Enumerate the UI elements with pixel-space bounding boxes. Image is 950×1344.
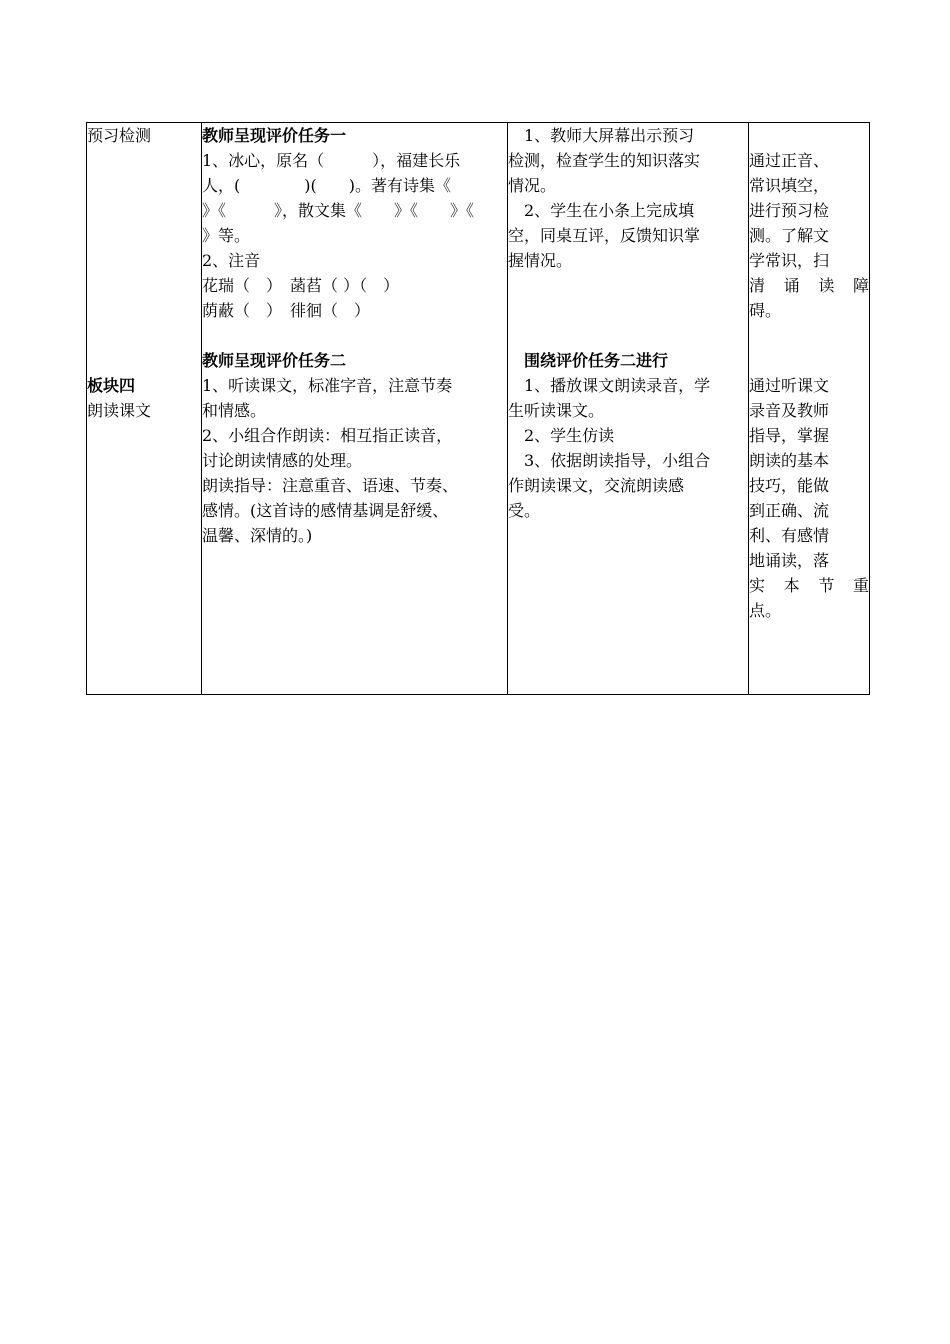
task-one-line: 花瑞（ ） 菡萏（ ）（ ） [202,276,400,295]
task-one-line: 》等。 [202,226,251,245]
intent-one-line: 测。了解文 [749,226,830,245]
activity-two-line: 作朗读课文，交流朗读感 [508,476,685,495]
table-row [87,123,870,695]
student-activity-column [508,123,749,695]
lesson-plan-table [86,122,870,695]
intent-two-line: 利、有感情 [749,526,830,545]
teacher-task-column [202,123,508,695]
task-two-line: 2、小组合作朗读：相互指正读音， [202,426,453,445]
task-one-line: 人，( )( )。著有诗集《 [202,176,451,195]
activity-one-line: 空，同桌互评，反馈知识掌 [508,226,701,245]
section-four-subtitle: 朗读课文 [87,401,152,420]
intent-one-line: 学常识，扫 [749,251,830,270]
activity-two-line: 生听读课文。 [508,401,605,420]
intent-two-line: 录音及教师 [749,401,830,420]
task-two-line: 温馨、深情的。) [202,526,313,545]
task-two-line: 感情。(这首诗的感情基调是舒缓、 [202,501,449,520]
intent-two-line: 到正确、流 [749,501,830,520]
intent-two-line: 通过听课文 [749,376,830,395]
activity-one-line: 检测，检查学生的知识落实 [508,151,701,170]
activity-one-line: 1、教师大屏幕出示预习 [508,126,695,145]
activity-two-line: 1、播放课文朗读录音，学 [508,376,711,395]
section-four-title: 板块四 [87,376,136,395]
task-two-line: 讨论朗读情感的处理。 [202,451,363,470]
intent-two-line: 点。 [749,601,782,620]
task-two-line: 和情感。 [202,401,267,420]
intent-one-line: 碍。 [749,301,782,320]
intent-two-line: 朗读的基本 [749,451,830,470]
activity-two-line: 3、依据朗读指导，小组合 [508,451,711,470]
activity-two-line: 受。 [508,501,541,520]
activity-one-line: 情况。 [508,176,557,195]
intent-one-line: 进行预习检 [749,201,830,220]
intent-one-line: 通过正音、 [749,151,830,170]
intent-two-line: 地诵读，落 [749,551,830,570]
task-one-title: 教师呈现评价任务一 [202,126,347,145]
design-intent-column [749,123,870,695]
task-one-line: 荫蔽（ ） 徘徊（ ） [202,301,371,320]
section-preview-label: 预习检测 [87,126,152,145]
activity-two-line: 2、学生仿读 [508,426,615,445]
task-two-title: 教师呈现评价任务二 [202,351,347,370]
intent-one-line: 常识填空， [749,176,830,195]
activity-one-line: 握情况。 [508,251,573,270]
task-two-line: 朗读指导：注意重音、语速、节奏、 [202,476,459,495]
task-two-line: 1、听读课文，标准字音，注意节奏 [202,376,453,395]
activity-one-line: 2、学生在小条上完成填 [508,201,695,220]
section-column [87,123,202,695]
task-one-line: 2、注音 [202,251,261,270]
activity-two-title: 围绕评价任务二进行 [508,351,669,370]
task-one-line: 1、冰心，原名（ ），福建长乐 [202,151,461,170]
task-one-line: 》《 》，散文集《 》《 》《 [202,201,475,220]
intent-two-line: 实本节重 [749,576,869,595]
intent-one-line: 清诵读障 [749,276,869,295]
intent-two-line: 技巧，能做 [749,476,830,495]
intent-two-line: 指导，掌握 [749,426,830,445]
